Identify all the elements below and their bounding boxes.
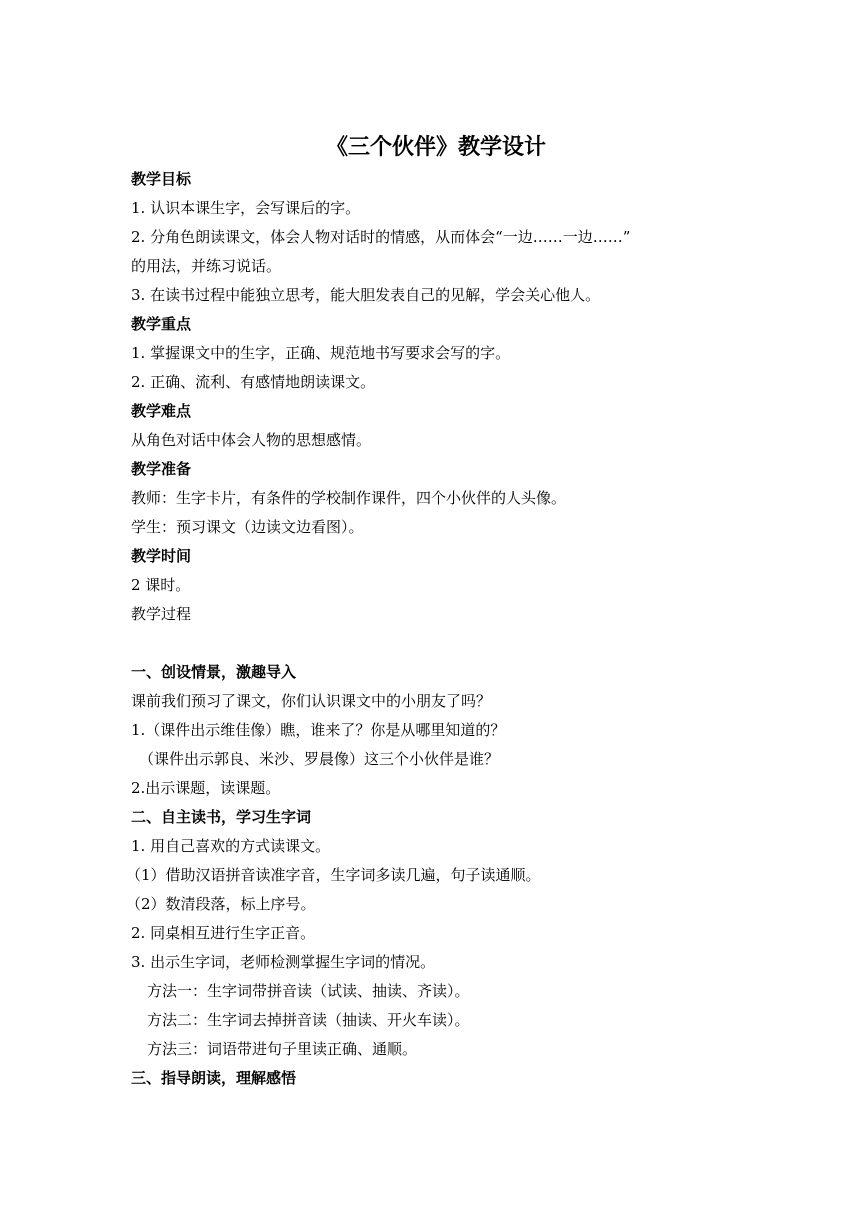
paragraph: 2 课时。 (131, 576, 191, 594)
paragraph: 1. 用自己喜欢的方式读课文。 (131, 837, 331, 855)
step-heading-3: 三、指导朗读，理解感悟 (131, 1069, 297, 1087)
section-heading-preparation: 教学准备 (131, 460, 192, 478)
paragraph: 方法三：词语带进句子里读正确、通顺。 (147, 1040, 418, 1058)
section-label-process: 教学过程 (131, 605, 192, 623)
paragraph: （课件出示郭良、米沙、罗晨像）这三个小伙伴是谁？ (139, 750, 500, 768)
paragraph: 从角色对话中体会人物的思想感情。 (131, 431, 372, 449)
section-heading-time: 教学时间 (131, 547, 192, 565)
document-title: 《三个伙伴》教学设计 (325, 135, 546, 160)
paragraph: 3. 在读书过程中能独立思考，能大胆发表自己的见解，学会关心他人。 (131, 286, 601, 304)
paragraph: 3. 出示生字词，老师检测掌握生字词的情况。 (131, 953, 436, 971)
paragraph: 2. 正确、流利、有感情地朗读课文。 (131, 373, 376, 391)
blank-line (131, 629, 731, 658)
step-heading-1: 一、创设情景，激趣导入 (131, 663, 297, 681)
paragraph: 教师：生字卡片，有条件的学校制作课件，四个小伙伴的人头像。 (131, 489, 567, 507)
section-heading-key-points: 教学重点 (131, 315, 192, 333)
paragraph: （2）数清段落，标上序号。 (126, 895, 316, 913)
paragraph: 2. 分角色朗读课文，体会人物对话时的情感，从而体会“一边……一边……” (131, 228, 631, 246)
section-heading-difficulties: 教学难点 (131, 402, 192, 420)
paragraph: 方法二：生字词去掉拼音读（抽读、开火车读）。 (147, 1011, 470, 1029)
paragraph: 学生：预习课文（边读文边看图）。 (131, 518, 364, 536)
paragraph: 1. 认识本课生字，会写课后的字。 (131, 199, 361, 217)
paragraph: 2. 同桌相互进行生字正音。 (131, 924, 316, 942)
paragraph: 1. 掌握课文中的生字，正确、规范地书写要求会写的字。 (131, 344, 511, 362)
paragraph: 方法一：生字词带拼音读（试读、抽读、齐读）。 (147, 982, 470, 1000)
paragraph: 课前我们预习了课文，你们认识课文中的小朋友了吗？ (131, 692, 492, 710)
paragraph: （1）借助汉语拼音读准字音，生字词多读几遍，句子读通顺。 (126, 866, 541, 884)
document-body (126, 165, 731, 1093)
paragraph: 的用法，并练习说话。 (131, 257, 282, 275)
paragraph: 2.出示课题，读课题。 (131, 779, 281, 797)
section-heading-objectives: 教学目标 (131, 170, 192, 188)
step-heading-2: 二、自主读书，学习生字词 (131, 808, 312, 826)
paragraph: 1.（课件出示维佳像）瞧，谁来了？你是从哪里知道的？ (131, 721, 506, 739)
